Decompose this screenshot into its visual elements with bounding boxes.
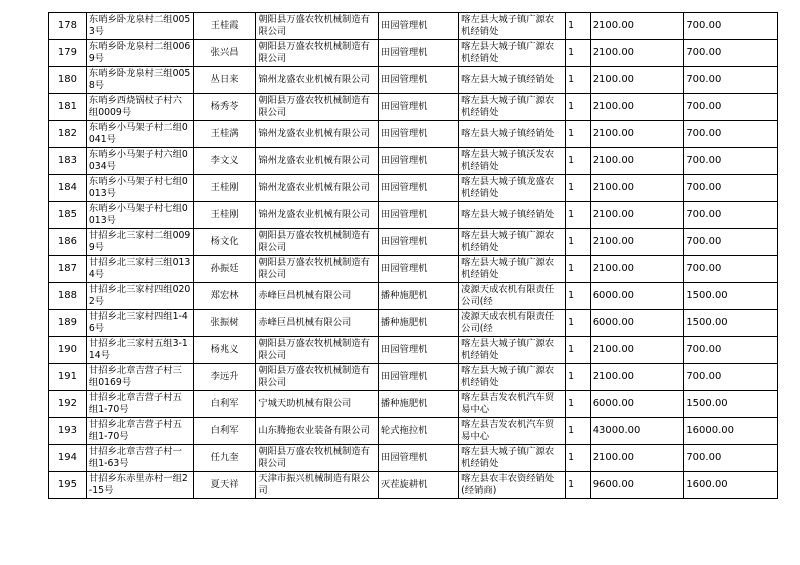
row-manufacturer: 天津市振兴机械制造有限公司 [256, 472, 379, 499]
table-row [49, 364, 778, 391]
row-price: 2100.00 [590, 13, 684, 40]
row-price: 2100.00 [590, 337, 684, 364]
row-index: 188 [49, 283, 87, 310]
row-manufacturer: 朝阳县万盛农牧机械制造有限公司 [256, 13, 379, 40]
row-name: 王桂刚 [193, 202, 255, 229]
row-name: 夏天祥 [193, 472, 255, 499]
subsidy-table [48, 12, 778, 499]
table-row [49, 175, 778, 202]
row-subsidy: 700.00 [684, 67, 778, 94]
row-address: 东哨乡小马架子村七组0013号 [86, 202, 193, 229]
row-dealer: 喀左县大城子镇广源农机经销处 [459, 94, 566, 121]
row-index: 184 [49, 175, 87, 202]
row-index: 193 [49, 418, 87, 445]
table-row [49, 472, 778, 499]
table-row [49, 310, 778, 337]
row-subsidy: 700.00 [684, 445, 778, 472]
row-index: 179 [49, 40, 87, 67]
row-subsidy: 700.00 [684, 337, 778, 364]
row-machine-type: 田园管理机 [378, 67, 458, 94]
row-machine-type: 田园管理机 [378, 256, 458, 283]
table-row [49, 337, 778, 364]
row-index: 180 [49, 67, 87, 94]
row-name: 王桂霞 [193, 13, 255, 40]
row-subsidy: 700.00 [684, 175, 778, 202]
row-dealer: 喀左县大城子镇广源农机经销处 [459, 337, 566, 364]
table-row [49, 202, 778, 229]
row-machine-type: 灭茬旋耕机 [378, 472, 458, 499]
row-price: 2100.00 [590, 67, 684, 94]
row-dealer: 喀左县大城子镇广源农机经销处 [459, 256, 566, 283]
row-quantity: 1 [566, 337, 591, 364]
row-dealer: 喀左县大城子镇经销处 [459, 202, 566, 229]
row-address: 东哨乡西烧锅杖子村六组0009号 [86, 94, 193, 121]
row-subsidy: 1500.00 [684, 310, 778, 337]
table-row [49, 40, 778, 67]
row-machine-type: 田园管理机 [378, 202, 458, 229]
row-price: 2100.00 [590, 40, 684, 67]
row-name: 白利军 [193, 391, 255, 418]
row-subsidy: 700.00 [684, 13, 778, 40]
table-row [49, 67, 778, 94]
row-address: 甘招乡北三家村五组3-114号 [86, 337, 193, 364]
row-manufacturer: 锦州龙盛农业机械有限公司 [256, 121, 379, 148]
row-quantity: 1 [566, 148, 591, 175]
row-dealer: 喀左县大城子镇广源农机经销处 [459, 40, 566, 67]
row-address: 甘招乡北三家村二组0099号 [86, 229, 193, 256]
row-price: 2100.00 [590, 175, 684, 202]
row-quantity: 1 [566, 283, 591, 310]
row-address: 甘招乡北章吉营子村三组0169号 [86, 364, 193, 391]
row-subsidy: 1600.00 [684, 472, 778, 499]
row-machine-type: 播种施肥机 [378, 391, 458, 418]
row-manufacturer: 宁城天助机械有限公司 [256, 391, 379, 418]
row-subsidy: 700.00 [684, 40, 778, 67]
row-address: 东哨乡卧龙泉村二组0053号 [86, 13, 193, 40]
row-address: 东哨乡卧龙泉村三组0058号 [86, 67, 193, 94]
row-subsidy: 1500.00 [684, 283, 778, 310]
row-address: 甘招乡北三家村四组1-46号 [86, 310, 193, 337]
row-dealer: 喀左县大城子镇广源农机经销处 [459, 229, 566, 256]
row-manufacturer: 锦州龙盛农业机械有限公司 [256, 67, 379, 94]
row-subsidy: 1500.00 [684, 391, 778, 418]
row-manufacturer: 朝阳县万盛农牧机械制造有限公司 [256, 445, 379, 472]
row-subsidy: 700.00 [684, 202, 778, 229]
row-quantity: 1 [566, 94, 591, 121]
row-address: 东哨乡小马架子村二组0041号 [86, 121, 193, 148]
row-address: 东哨乡小马架子村七组0013号 [86, 175, 193, 202]
row-dealer: 喀左县大城子镇广源农机经销处 [459, 13, 566, 40]
row-address: 甘招乡北章吉营子村一组1-63号 [86, 445, 193, 472]
row-machine-type: 轮式拖拉机 [378, 418, 458, 445]
row-machine-type: 田园管理机 [378, 94, 458, 121]
table-body [49, 13, 778, 499]
table-row [49, 13, 778, 40]
row-address: 甘招乡东赤里赤村一组2-15号 [86, 472, 193, 499]
row-name: 张振树 [193, 310, 255, 337]
row-address: 甘招乡北章吉营子村五组1-70号 [86, 418, 193, 445]
table-row [49, 283, 778, 310]
row-subsidy: 700.00 [684, 148, 778, 175]
row-quantity: 1 [566, 445, 591, 472]
row-name: 杨文化 [193, 229, 255, 256]
row-name: 李文义 [193, 148, 255, 175]
row-machine-type: 田园管理机 [378, 40, 458, 67]
row-index: 181 [49, 94, 87, 121]
row-price: 2100.00 [590, 121, 684, 148]
row-name: 杨兆义 [193, 337, 255, 364]
row-name: 杨秀苓 [193, 94, 255, 121]
row-quantity: 1 [566, 67, 591, 94]
row-subsidy: 700.00 [684, 94, 778, 121]
row-machine-type: 田园管理机 [378, 148, 458, 175]
row-dealer: 喀左县大城子镇广源农机经销处 [459, 445, 566, 472]
row-dealer: 喀左县大城子镇广源农机经销处 [459, 364, 566, 391]
row-manufacturer: 锦州龙盛农业机械有限公司 [256, 175, 379, 202]
table-row [49, 148, 778, 175]
row-address: 甘招乡北章吉营子村五组1-70号 [86, 391, 193, 418]
row-quantity: 1 [566, 364, 591, 391]
row-dealer: 喀左县吉发农机汽车贸易中心 [459, 391, 566, 418]
row-price: 2100.00 [590, 445, 684, 472]
row-index: 185 [49, 202, 87, 229]
table-row [49, 256, 778, 283]
row-manufacturer: 锦州龙盛农业机械有限公司 [256, 148, 379, 175]
row-quantity: 1 [566, 418, 591, 445]
row-dealer: 喀左县大城子镇沃发农机经销处 [459, 148, 566, 175]
row-quantity: 1 [566, 121, 591, 148]
row-name: 任九奎 [193, 445, 255, 472]
row-subsidy: 700.00 [684, 121, 778, 148]
row-name: 王桂刚 [193, 175, 255, 202]
row-name: 白利军 [193, 418, 255, 445]
row-name: 王桂满 [193, 121, 255, 148]
row-manufacturer: 朝阳县万盛农牧机械制造有限公司 [256, 229, 379, 256]
row-quantity: 1 [566, 13, 591, 40]
row-price: 2100.00 [590, 202, 684, 229]
row-manufacturer: 锦州龙盛农业机械有限公司 [256, 202, 379, 229]
row-subsidy: 700.00 [684, 364, 778, 391]
row-price: 6000.00 [590, 283, 684, 310]
row-manufacturer: 朝阳县万盛农牧机械制造有限公司 [256, 256, 379, 283]
table-row [49, 391, 778, 418]
row-dealer: 喀左县大城子镇经销处 [459, 67, 566, 94]
row-machine-type: 田园管理机 [378, 175, 458, 202]
row-dealer: 凌源天成农机有限责任公司(经 [459, 310, 566, 337]
row-machine-type: 田园管理机 [378, 364, 458, 391]
table-row [49, 94, 778, 121]
row-manufacturer: 赤峰巨昌机械有限公司 [256, 283, 379, 310]
row-quantity: 1 [566, 256, 591, 283]
table-row [49, 418, 778, 445]
row-quantity: 1 [566, 202, 591, 229]
row-machine-type: 播种施肥机 [378, 283, 458, 310]
row-price: 2100.00 [590, 256, 684, 283]
row-quantity: 1 [566, 175, 591, 202]
row-machine-type: 田园管理机 [378, 121, 458, 148]
row-quantity: 1 [566, 229, 591, 256]
row-price: 2100.00 [590, 229, 684, 256]
row-manufacturer: 朝阳县万盛农牧机械制造有限公司 [256, 40, 379, 67]
row-index: 182 [49, 121, 87, 148]
row-subsidy: 700.00 [684, 229, 778, 256]
row-dealer: 喀左县大城子镇龙盛农机经销处 [459, 175, 566, 202]
row-index: 189 [49, 310, 87, 337]
row-dealer: 凌源天成农机有限责任公司(经 [459, 283, 566, 310]
row-machine-type: 田园管理机 [378, 229, 458, 256]
row-name: 孙振廷 [193, 256, 255, 283]
table-row [49, 229, 778, 256]
row-address: 甘招乡北三家村三组0134号 [86, 256, 193, 283]
row-index: 190 [49, 337, 87, 364]
row-index: 192 [49, 391, 87, 418]
row-name: 郑宏林 [193, 283, 255, 310]
row-dealer: 喀左县大城子镇经销处 [459, 121, 566, 148]
row-manufacturer: 朝阳县万盛农牧机械制造有限公司 [256, 94, 379, 121]
row-machine-type: 田园管理机 [378, 337, 458, 364]
row-quantity: 1 [566, 472, 591, 499]
row-manufacturer: 朝阳县万盛农牧机械制造有限公司 [256, 364, 379, 391]
row-index: 183 [49, 148, 87, 175]
row-manufacturer: 赤峰巨昌机械有限公司 [256, 310, 379, 337]
row-price: 2100.00 [590, 364, 684, 391]
row-price: 2100.00 [590, 148, 684, 175]
row-address: 东哨乡小马架子村六组0034号 [86, 148, 193, 175]
row-index: 186 [49, 229, 87, 256]
row-name: 李远升 [193, 364, 255, 391]
row-index: 187 [49, 256, 87, 283]
row-price: 9600.00 [590, 472, 684, 499]
row-machine-type: 播种施肥机 [378, 310, 458, 337]
row-subsidy: 700.00 [684, 256, 778, 283]
row-price: 6000.00 [590, 310, 684, 337]
row-machine-type: 田园管理机 [378, 445, 458, 472]
row-index: 194 [49, 445, 87, 472]
row-index: 191 [49, 364, 87, 391]
row-manufacturer: 山东腾拖农业装备有限公司 [256, 418, 379, 445]
row-index: 195 [49, 472, 87, 499]
row-price: 6000.00 [590, 391, 684, 418]
row-dealer: 喀左县吉发农机汽车贸易中心 [459, 418, 566, 445]
table-row [49, 121, 778, 148]
row-price: 2100.00 [590, 94, 684, 121]
row-machine-type: 田园管理机 [378, 13, 458, 40]
row-quantity: 1 [566, 310, 591, 337]
row-address: 东哨乡卧龙泉村二组0069号 [86, 40, 193, 67]
row-dealer: 喀左县农丰农资经销处(经销商) [459, 472, 566, 499]
row-name: 张兴昌 [193, 40, 255, 67]
row-quantity: 1 [566, 391, 591, 418]
row-name: 丛日来 [193, 67, 255, 94]
row-price: 43000.00 [590, 418, 684, 445]
row-quantity: 1 [566, 40, 591, 67]
table-row [49, 445, 778, 472]
row-address: 甘招乡北三家村四组0202号 [86, 283, 193, 310]
row-subsidy: 16000.00 [684, 418, 778, 445]
row-index: 178 [49, 13, 87, 40]
row-manufacturer: 朝阳县万盛农牧机械制造有限公司 [256, 337, 379, 364]
